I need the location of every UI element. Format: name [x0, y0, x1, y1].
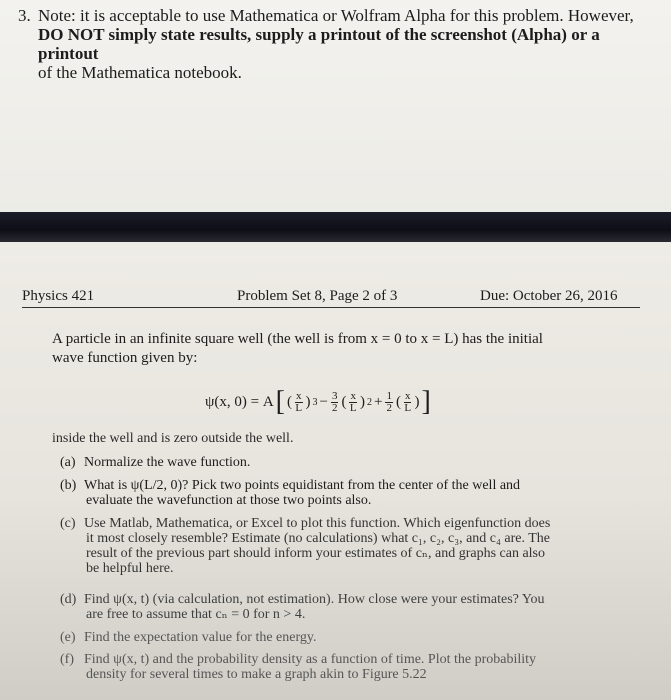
part-f: (f) Find ψ(x, t) and the probability density as a function of time. Plot the probability density for several times to make a graph akin to Figure 5.22: [60, 652, 537, 682]
wave-function-formula: ψ(x, 0) = A [ ( $\frac{x}{L}$ ) 3 − $\frac{3}{2}$ ( $\frac{x}{L}$ ) 2 + $\frac{1}{2}$ ( $\frac{x}{L}$ ) ]: [205, 386, 431, 417]
intro-line-2: wave function given by:: [52, 350, 198, 366]
intro-line-1: A particle in an infinite square well (the well is from x = 0 to x = L) has the initial: [52, 331, 543, 347]
coefficient-3-2: $\frac{3}{2}$: [331, 389, 338, 414]
part-e: (e) Find the expectation value for the energy.: [60, 630, 317, 645]
coefficient-1-2: $\frac{1}{2}$: [386, 389, 392, 414]
intro-paragraph: [52, 330, 642, 368]
part-c: (c) Use Matlab, Mathematica, or Excel to plot this function. Which eigenfunction does it most closely resemble? Estimate (no calculations) what c₁, c₂, c₃, and c₄ are. The result of the previous part should inform your estimates of cₙ, and graphs can also be helpful here.: [60, 516, 551, 576]
header-rule: [22, 307, 640, 308]
note-line-2: DO NOT simply state results, supply a printout of the screenshot (Alpha) or a printout: [38, 25, 600, 63]
formula-lhs: ψ(x, 0) = A: [205, 393, 274, 410]
fraction-x-over-l: $\frac{x}{L}$: [295, 389, 303, 414]
do-not-emphasis: DO NOT: [38, 25, 105, 44]
note-block: [18, 6, 658, 82]
problem-number: 3.: [18, 6, 31, 25]
note-line-1: 3. Note: it is acceptable to use Mathematica or Wolfram Alpha for this problem. However,: [18, 6, 634, 25]
part-b: (b) What is ψ(L/2, 0)? Pick two points equidistant from the center of the well and evaluate the wavefunction at those two points also.: [60, 478, 521, 508]
problem-set-label: Problem Set 8, Page 2 of 3: [237, 288, 398, 304]
part-d: (d) Find ψ(x, t) (via calculation, not estimation). How close were your estimates? You are free to assume that cₙ = 0 for n > 4.: [60, 592, 545, 622]
due-date: Due: October 26, 2016: [480, 288, 618, 304]
page-header: [22, 288, 642, 308]
page-gap-shadow: [0, 212, 671, 242]
course-title: Physics 421: [22, 288, 95, 304]
part-a: (a) Normalize the wave function.: [60, 455, 251, 470]
after-formula-text: inside the well and is zero outside the well.: [52, 431, 294, 446]
note-line-3: of the Mathematica notebook.: [38, 63, 242, 82]
